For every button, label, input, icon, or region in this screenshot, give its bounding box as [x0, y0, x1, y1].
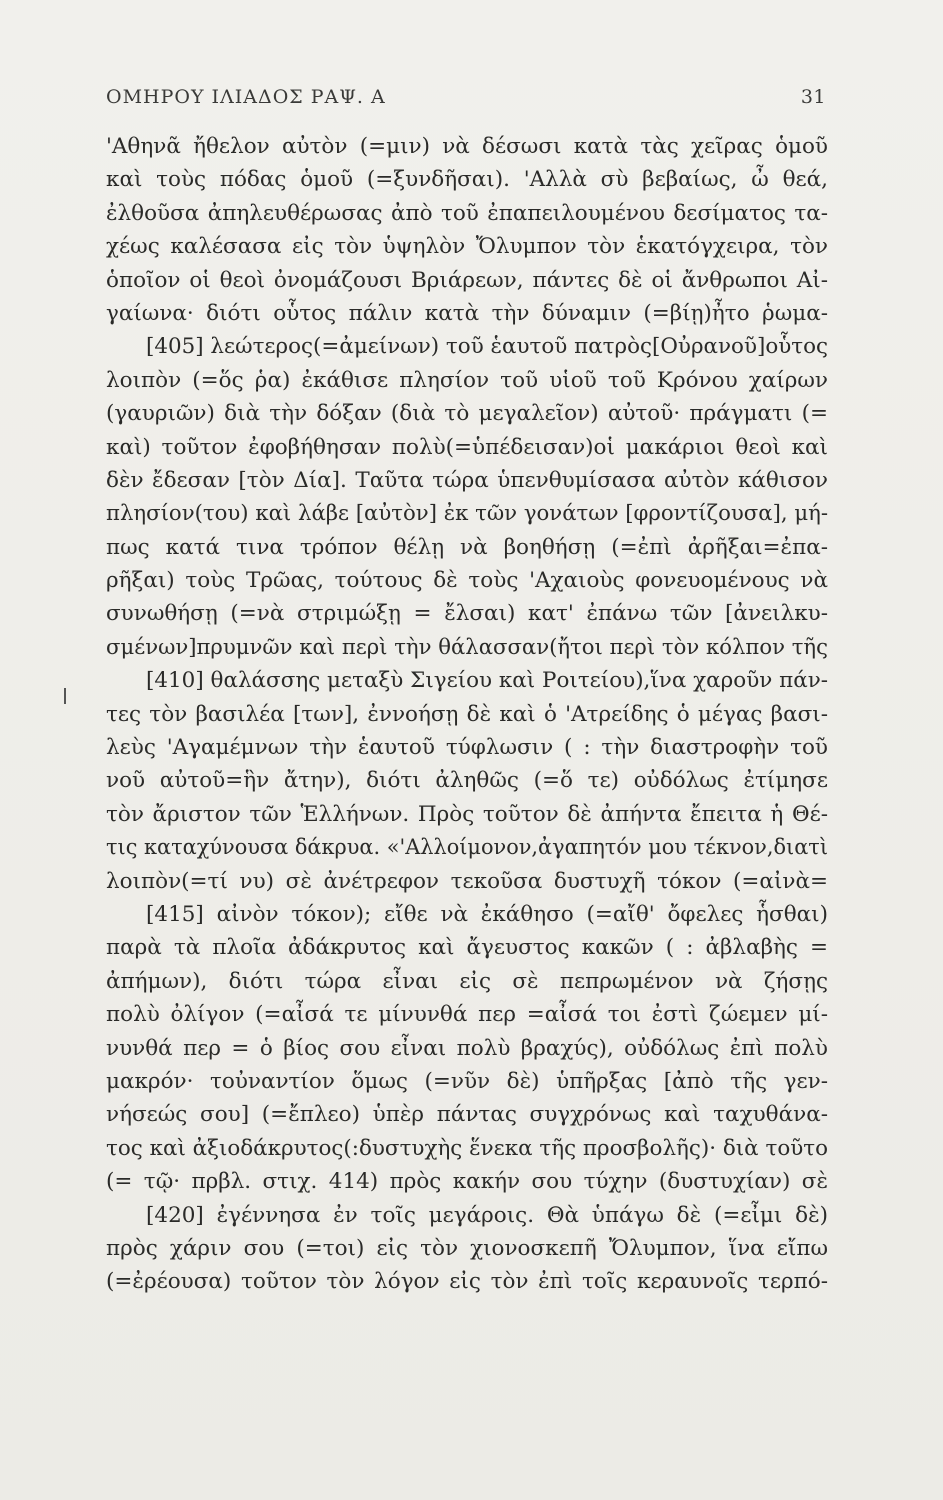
text-line: πρὸς χάριν σου (=τοι) εἰς τὸν χιονοσκεπῆ Ὄλυμπον, ἵνα εἴπω	[106, 1235, 828, 1261]
text-line: [415] αἰνὸν τόκον); εἴθε νὰ ἐκάθησο (=αἴθ' ὄφελες ἧσθαι)	[146, 901, 828, 927]
text-line: καὶ τοὺς πόδας ὁμοῦ (=ξυνδῆσαι). 'Αλλὰ σὺ βεβαίως, ὦ θεά,	[106, 167, 828, 193]
text-line: ρῆξαι) τοὺς Τρῶας, τούτους δὲ τοὺς 'Αχαιοὺς φονευομένους νὰ	[106, 568, 828, 594]
text-line: [420] ἐγέννησα ἐν τοῖς μεγάροις. Θὰ ὑπάγω δὲ (=εἶμι δὲ)	[146, 1202, 828, 1228]
text-line: νυνθά περ = ὁ βίος σου εἶναι πολὺ βραχύς), οὐδόλως ἐπὶ πολὺ	[106, 1035, 828, 1061]
text-line: [405] λεώτερος(=ἀμείνων) τοῦ ἑαυτοῦ πατρὸς[Οὐρανοῦ]οὗτος	[146, 334, 828, 360]
text-line: τὸν ἄριστον τῶν Ἑλλήνων. Πρὸς τοῦτον δὲ ἀπήντα ἔπειτα ἡ Θέ-	[106, 801, 828, 827]
text-line: σμένων]πρυμνῶν καὶ περὶ τὴν θάλασσαν(ἤτοι περὶ τὸν κόλπον τῆς	[106, 634, 828, 660]
running-header	[106, 86, 826, 114]
text-line: λοιπὸν(=τί νυ) σὲ ἀνέτρεφον τεκοῦσα δυστυχῆ τόκον (=αἰνὰ=	[106, 868, 828, 894]
text-line: (= τῷ· πρβλ. στιχ. 414) πρὸς κακήν σου τύχην (δυστυχίαν) σὲ	[106, 1169, 828, 1195]
text-line: πως κατά τινα τρόπον θέλῃ νὰ βοηθήσῃ (=ἐπὶ ἀρῆξαι=ἐπα-	[106, 534, 828, 560]
commentary-text	[106, 130, 828, 1299]
text-line: (=ἐρέουσα) τοῦτον τὸν λόγον εἰς τὸν ἐπὶ τοῖς κεραυνοῖς τερπό-	[106, 1269, 828, 1295]
text-line: ἀπήμων), διότι τώρα εἶναι εἰς σὲ πεπρωμένον νὰ ζήσῃς	[106, 968, 828, 994]
text-line: τις καταχύνουσα δάκρυα. «'Αλλοίμονον,ἀγαπητόν μου τέκνον,διατὶ	[106, 835, 828, 861]
text-line: 'Αθηνᾶ ἤθελον αὐτὸν (=μιν) νὰ δέσωσι κατὰ τὰς χεῖρας ὁμοῦ	[106, 134, 828, 159]
text-line: χέως καλέσασα εἰς τὸν ὑψηλὸν Ὄλυμπον τὸν ἑκατόγχειρα, τὸν	[106, 234, 828, 260]
text-line: συνωθήσῃ (=νὰ στριμώξῃ = ἔλσαι) κατ' ἐπάνω τῶν [ἀνειλκυ-	[106, 601, 828, 627]
text-line: δὲν ἔδεσαν [τὸν Δία]. Ταῦτα τώρα ὑπενθυμίσασα αὐτὸν κάθισον	[106, 467, 828, 493]
text-line: μακρόν· τοὐναντίον ὅμως (=νῦν δὲ) ὑπῆρξας [ἀπὸ τῆς γεν-	[106, 1068, 828, 1094]
text-line: νοῦ αὐτοῦ=ἣν ἄτην), διότι ἀληθῶς (=ὅ τε) οὐδόλως ἐτίμησε	[106, 768, 828, 794]
page-number: 31	[800, 86, 826, 108]
text-line: λεὺς 'Αγαμέμνων τὴν ἑαυτοῦ τύφλωσιν ( : τὴν διαστροφὴν τοῦ	[106, 735, 828, 761]
text-line: πλησίον(του) καὶ λάβε [αὐτὸν] ἐκ τῶν γονάτων [φροντίζουσα], μή-	[106, 501, 828, 527]
margin-mark	[64, 688, 66, 704]
text-line: παρὰ τὰ πλοῖα ἀδάκρυτος καὶ ἄγευστος κακῶν ( : ἀβλαβὴς =	[106, 935, 828, 961]
text-line: ἐλθοῦσα ἀπηλευθέρωσας ἀπὸ τοῦ ἐπαπειλουμένου δεσίματος τα-	[106, 200, 828, 226]
text-line: (γαυριῶν) διὰ τὴν δόξαν (διὰ τὸ μεγαλεῖον) αὐτοῦ· πράγματι (=	[106, 401, 828, 427]
text-line: γαίωνα· διότι οὗτος πάλιν κατὰ τὴν δύναμιν (=βίῃ)ἦτο ῥωμα-	[106, 300, 828, 326]
text-line: τος καὶ ἀξιοδάκρυτος(:δυστυχὴς ἕνεκα τῆς προσβολῆς)· διὰ τοῦτο	[106, 1135, 828, 1161]
text-line: τες τὸν βασιλέα [των], ἐννοήσῃ δὲ καὶ ὁ 'Ατρείδης ὁ μέγας βασι-	[106, 701, 828, 727]
running-title: ΟΜΗΡΟΥ ΙΛΙΑΔΟΣ ΡΑΨ. Α	[106, 86, 386, 108]
text-line: νήσεώς σου] (=ἔπλεο) ὑπὲρ πάντας συγχρόνως καὶ ταχυθάνα-	[106, 1102, 828, 1128]
text-line: καὶ) τοῦτον ἐφοβήθησαν πολὺ(=ὑπέδεισαν)οἱ μακάριοι θεοὶ καὶ	[106, 434, 828, 460]
text-line: πολὺ ὀλίγον (=αἶσά τε μίνυνθά περ =αἶσά τοι ἐστὶ ζώεμεν μί-	[106, 1002, 828, 1028]
text-line: [410] θαλάσσης μεταξὺ Σιγείου καὶ Ροιτείου),ἵνα χαροῦν πάν-	[146, 668, 828, 694]
text-line: ὁποῖον οἱ θεοὶ ὀνομάζουσι Βριάρεων, πάντες δὲ οἱ ἄνθρωποι Αἰ-	[106, 267, 828, 293]
text-line: λοιπὸν (=ὅς ῥα) ἐκάθισε πλησίον τοῦ υἱοῦ τοῦ Κρόνου χαίρων	[106, 367, 828, 393]
